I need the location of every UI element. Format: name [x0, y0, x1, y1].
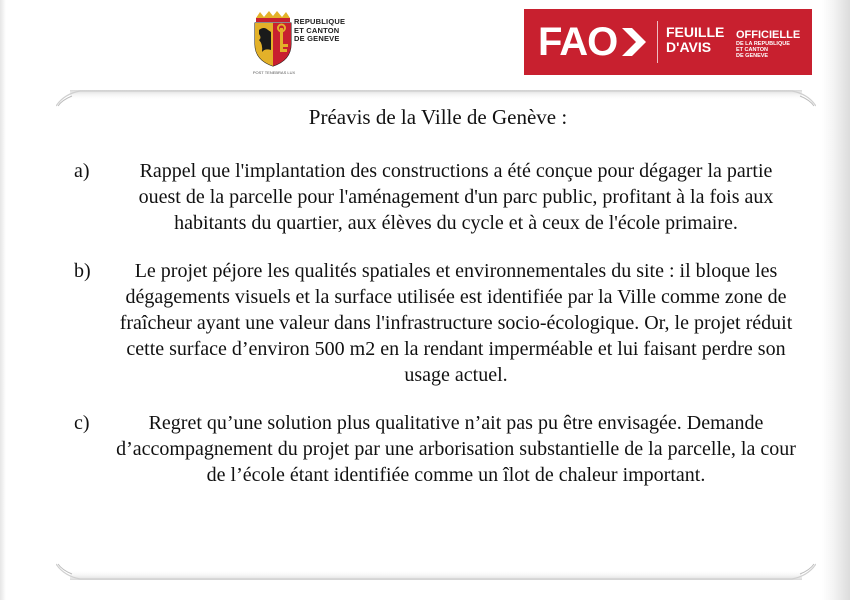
list-item-c: [76, 410, 796, 488]
list-item-text: Rappel que l'implantation des constructions a été conçue pour dégager la partie ouest de la parcelle pour l'aménagement d'un parc public, profitant à la fois aux habitants du quartier, aux élèves du cycle et à ceux de l'école primaire.: [138, 160, 774, 234]
fao-sub-line-2: ET CANTON: [736, 47, 768, 53]
fao-sub-line-1: DE LA REPUBLIQUE: [736, 41, 790, 47]
document-title: Préavis de la Ville de Genève :: [308, 105, 568, 129]
document-content: [76, 104, 796, 510]
list-marker: a): [74, 160, 90, 182]
list-marker: c): [74, 412, 90, 434]
canton-line-2: ET CANTON: [294, 25, 340, 35]
fao-title-davis: D'AVIS: [666, 39, 712, 55]
fao-title-feuille: FEUILLE: [666, 24, 725, 40]
right-edge-shadow: [822, 0, 850, 600]
list-item-b: [76, 258, 796, 388]
geneva-coat-of-arms-icon: [250, 10, 296, 68]
fao-arrow-icon: [620, 26, 648, 58]
list-item-a: [76, 158, 796, 236]
fao-banner-logo: [524, 9, 812, 75]
canton-line-1: REPUBLIQUE: [294, 17, 346, 26]
fao-title-officielle: OFFICIELLE: [736, 29, 801, 41]
canton-geneve-logo: [250, 10, 360, 76]
fao-sub-line-3: DE GENEVE: [736, 53, 769, 59]
list-marker: b): [74, 260, 91, 282]
document-panel: [56, 90, 816, 580]
canton-name: [294, 18, 345, 44]
fao-subtitle: [736, 29, 800, 59]
fao-letters: FAO: [538, 20, 618, 64]
canton-line-3: DE GENEVE: [294, 34, 340, 43]
list-item-text: Regret qu’une solution plus qualitative n’ait pas pu être envisagée. Demande d’accompagnement du projet par une arborisation substantielle de la parcelle, la cour de l’école étant identifiée comme un îlot de chaleur important.: [116, 412, 796, 486]
list-item-text: Le projet péjore les qualités spatiales et environnementales du site : il bloque les dégagements visuels et la surface utilisée est identifiée par la Ville comme zone de fraîcheur ayant une valeur dans l'infrastructure socio-écologique. Or, le projet réduit cette surface d’environ 500 m2 en la rendant imperméable et lui faisant perdre son usage actuel.: [119, 260, 793, 386]
canton-motto: POST TENEBRAS LUX: [252, 70, 296, 75]
left-edge-shadow: [0, 0, 6, 600]
fao-separator: [657, 21, 658, 63]
fao-title: [666, 25, 724, 55]
